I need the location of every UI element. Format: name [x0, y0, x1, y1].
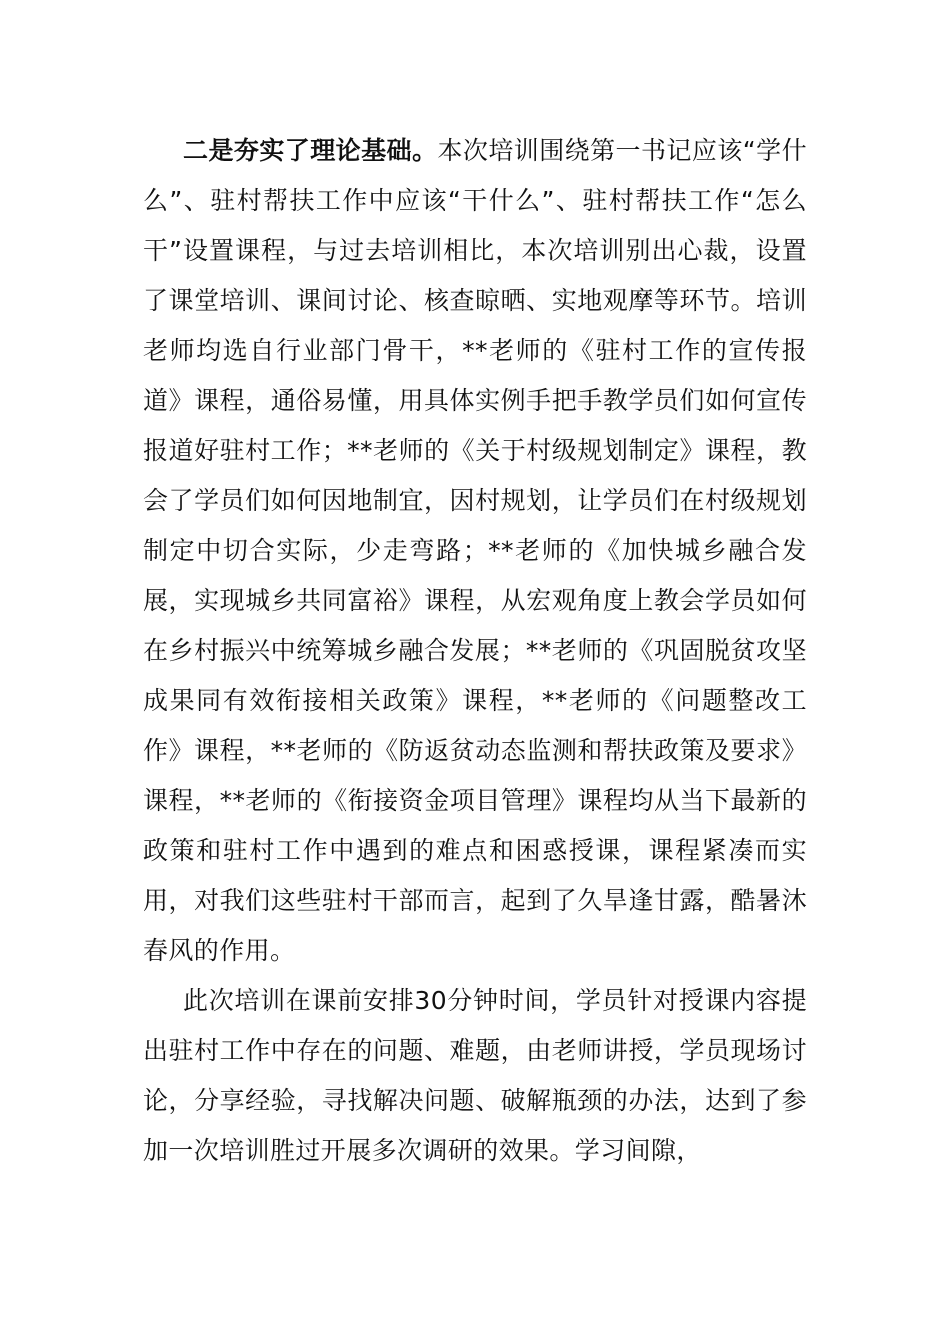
paragraph-text: 本次培训围绕第一书记应该“学什么”、驻村帮扶工作中应该“干什么”、驻村帮扶工作“怎么干”设置课程，与过去培训相比，本次培训别出心裁，设置了课堂培训、课间讨论、核查晾晒、实地观摩等环节。培训老师均选自行业部门骨干，**老师的《驻村工作的宣传报道》课程，通俗易懂，用具体实例手把手教学员们如何宣传报道好驻村工作；**老师的《关于村级规划制定》课程，教会了学员们如何因地制宜，因村规划，让学员们在村级规划制定中切合实际，少走弯路；**老师的《加快城乡融合发展，实现城乡共同富裕》课程，从宏观角度上教会学员如何在乡村振兴中统筹城乡融合发展；**老师的《巩固脱贫攻坚成果同有效衔接相关政策》课程，**老师的《问题整改工作》课程，**老师的《防返贫动态监测和帮扶政策及要求》课程，**老师的《衔接资金项目管理》课程均从当下最新的政策和驻村工作中遇到的难点和困惑授课，课程紧凑而实用，对我们这些驻村干部而言，起到了久旱逢甘露，酷暑沐春风的作用。 [143, 136, 807, 965]
paragraph-theory-foundation [143, 126, 807, 976]
paragraph-pre-class-discussion [143, 976, 807, 1176]
paragraph-lead-heading: 二是夯实了理论基础。 [183, 136, 438, 165]
document-body [143, 126, 807, 1176]
paragraph-text: 此次培训在课前安排30分钟时间，学员针对授课内容提出驻村工作中存在的问题、难题，由老师讲授，学员现场讨论，分享经验，寻找解决问题、破解瓶颈的办法，达到了参加一次培训胜过开展多次调研的效果。学习间隙， [143, 986, 807, 1165]
